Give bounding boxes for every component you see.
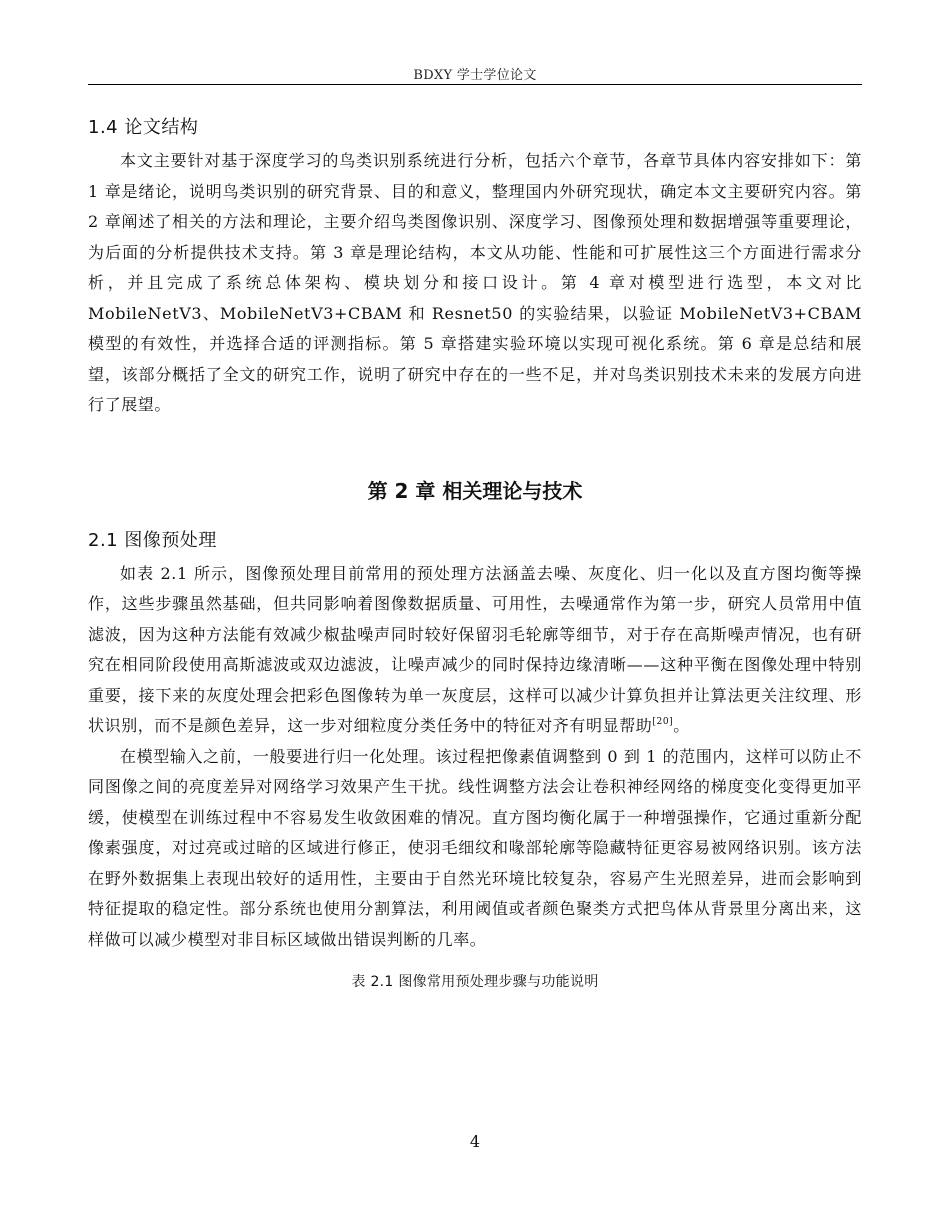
- section-1-4-paragraph: 本文主要针对基于深度学习的鸟类识别系统进行分析，包括六个章节，各章节具体内容安排如下：第 1 章是绪论，说明鸟类识别的研究背景、目的和意义，整理国内外研究现状，确定本文主要研究内容。第 2 章阐述了相关的方法和理论，主要介绍鸟类图像识别、深度学习、图像预处理和数据增强等重要理论，为后面的分析提供技术支持。第 3 章是理论结构，本文从功能、性能和可扩展性这三个方面进行需求分析，并且完成了系统总体架构、模块划分和接口设计。第 4 章对模型进行选型，本文对比 MobileNetV3、MobileNetV3+CBAM 和 Resnet50 的实验结果，以验证 MobileNetV3+CBAM 模型的有效性，并选择合适的评测指标。第 5 章搭建实验环境以实现可视化系统。第 6 章是总结和展望，该部分概括了全文的研究工作，说明了研究中存在的一些不足，并对鸟类识别技术未来的发展方向进行了展望。: [88, 151, 862, 414]
- chapter-2-heading: 第 2 章 相关理论与技术: [367, 478, 583, 503]
- table-caption: 表 2.1 图像常用预处理步骤与功能说明: [351, 974, 599, 990]
- section-heading-1-4: 1.4 论文结构: [88, 117, 199, 138]
- paragraph-text: 如表 2.1 所示，图像预处理目前常用的预处理方法涵盖去噪、灰度化、归一化以及直方图均衡等操作，这些步骤虽然基础，但共同影响着图像数据质量、可用性，去噪通常作为第一步，研究人员常用中值滤波，因为这种方法能有效减少椒盐噪声同时较好保留羽毛轮廓等细节，对于存在高斯噪声情况，也有研究在相同阶段使用高斯滤波或双边滤波，让噪声减少的同时保持边缘清晰——这种平衡在图像处理中特别重要，接下来的灰度处理会把彩色图像转为单一灰度层，这样可以减少计算负担并让算法更关注纹理、形状识别，而不是颜色差异，这一步对细粒度分类任务中的特征对齐有明显帮助: [88, 563, 862, 735]
- section-2-1-paragraph-2: 在模型输入之前，一般要进行归一化处理。该过程把像素值调整到 0 到 1 的范围内，这样可以防止不同图像之间的亮度差异对网络学习效果产生干扰。线性调整方法会让卷积神经网络的梯度变化变得更加平缓，使模型在训练过程中不容易发生收敛困难的情况。直方图均衡化属于一种增强操作，它通过重新分配像素强度，对过亮或过暗的区域进行修正，使羽毛细纹和喙部轮廓等隐藏特征更容易被网络识别。该方法在野外数据集上表现出较好的适用性，主要由于自然光环境比较复杂，容易产生光照差异，进而会影响到特征提取的稳定性。部分系统也使用分割算法，利用阈值或者颜色聚类方式把鸟体从背景里分离出来，这样做可以减少模型对非目标区域做出错误判断的几率。: [88, 746, 862, 949]
- section-2-1-paragraph-1: [88, 559, 862, 742]
- citation-marker: [20]: [652, 717, 674, 727]
- page-number: 4: [469, 1132, 481, 1151]
- section-heading-2-1: 2.1 图像预处理: [88, 529, 217, 551]
- header-rule: [88, 84, 862, 85]
- paragraph-end-punct: 。: [673, 716, 690, 735]
- running-header: BDXY 学士学位论文: [413, 68, 537, 83]
- page-body: [88, 110, 862, 993]
